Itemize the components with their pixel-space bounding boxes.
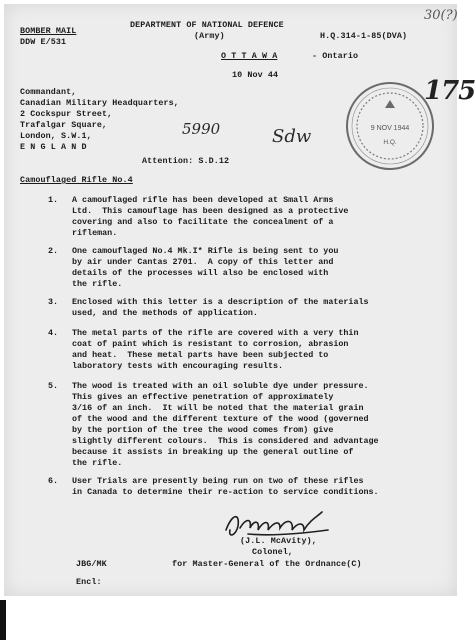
paragraph-line: in Canada to determine their re-action to service conditions. — [72, 487, 379, 497]
paragraph-line: The metal parts of the rifle are covered with a very thin — [72, 328, 359, 338]
paragraph-line: 3/16 of an inch. It will be noted that the material grain — [72, 403, 364, 413]
file-ref-line2: DDW E/531 — [20, 37, 67, 47]
paragraph-line: slightly different colours. This is considered and advantage — [72, 436, 379, 446]
paragraph-line: used, and the methods of application. — [72, 308, 258, 318]
paragraph-line: details of the processes will also be enclosed with — [72, 268, 329, 278]
scan-edge-mark — [0, 600, 6, 640]
address-line: 2 Cockspur Street, — [20, 109, 113, 119]
handwritten-file-number: 5990 — [182, 120, 221, 138]
received-stamp — [344, 80, 436, 172]
signatory-name: (J.L. McAvity), — [240, 536, 317, 546]
letter-page — [4, 4, 475, 596]
paragraph-line: by air under Cantas 2701. A copy of this letter and — [72, 257, 334, 267]
paragraph-line: the rifle. — [72, 458, 123, 468]
address-line: E N G L A N D — [20, 142, 87, 152]
city: O T T A W A — [221, 51, 278, 61]
signatory-rank: Colonel, — [252, 547, 294, 557]
signature-text: JLMcAvity — [218, 508, 224, 509]
paragraph-line: of the wood and the different texture of the wood (governed — [72, 414, 369, 424]
address-line: Commandant, — [20, 87, 77, 97]
address-line: Canadian Military Headquarters, — [20, 98, 179, 108]
file-ref-line1: BOMBER MAIL — [20, 26, 77, 36]
typist-reference: JBG/MK — [76, 559, 107, 569]
paragraph-line: One camouflaged No.4 Mk.I* Rifle is being sent to you — [72, 246, 339, 256]
paragraph-number: 6. — [48, 476, 59, 486]
paragraph-line: laboratory tests with encouraging results. — [72, 361, 284, 371]
paragraph-line: A camouflaged rifle has been developed at Small Arms — [72, 195, 334, 205]
paragraph-line: Enclosed with this letter is a description of the materials — [72, 297, 369, 307]
paragraph-line: covering and also to facilitate the concealment of a — [72, 217, 334, 227]
paragraph-line: the rifle. — [72, 279, 123, 289]
address-line: Trafalgar Square, — [20, 120, 108, 130]
service-heading: (Army) — [194, 31, 225, 41]
paragraph-line: and heat. These metal parts have been subjected to — [72, 350, 329, 360]
paragraph-line: coat of paint which is resistant to corrosion, abrasion — [72, 339, 349, 349]
handwritten-margin-number: 175 — [424, 76, 475, 106]
file-number: H.Q.314-1-85(DVA) — [320, 31, 408, 41]
paragraph-number: 4. — [48, 328, 59, 338]
province: - Ontario — [312, 51, 359, 61]
signatory-title: for Master-General of the Ordnance(C) — [172, 559, 362, 569]
enclosure-label: Encl: — [76, 577, 102, 587]
stamp-date: 9 NOV 1944 — [370, 125, 410, 132]
attention-line: Attention: S.D.12 — [142, 156, 230, 166]
subject-line: Camouflaged Rifle No.4 — [20, 175, 133, 185]
paragraph-number: 3. — [48, 297, 59, 307]
paragraph-number: 1. — [48, 195, 59, 205]
handwritten-initials: Sdw — [272, 126, 312, 147]
handwritten-top-right: 30(?) — [424, 8, 458, 23]
paragraph-number: 5. — [48, 381, 59, 391]
paragraph-line: rifleman. — [72, 228, 118, 238]
paragraph-line: User Trials are presently being run on two of these rifles — [72, 476, 364, 486]
paragraph-number: 2. — [48, 246, 59, 256]
paragraph-line: Ltd. This camouflage has been designed as a protective — [72, 206, 349, 216]
letter-date: 10 Nov 44 — [232, 70, 279, 80]
paragraph-line: by the portion of the tree the wood comes from) give — [72, 425, 334, 435]
paragraph-line: because it assists in breaking up the general outline of — [72, 447, 354, 457]
address-line: London, S.W.1, — [20, 131, 92, 141]
department-heading: DEPARTMENT OF NATIONAL DEFENCE — [130, 20, 284, 30]
stamp-lower: H.Q. — [383, 139, 397, 146]
paragraph-line: The wood is treated with an oil soluble dye under pressure. — [72, 381, 369, 391]
paragraph-line: This gives an effective penetration of approximately — [72, 392, 334, 402]
